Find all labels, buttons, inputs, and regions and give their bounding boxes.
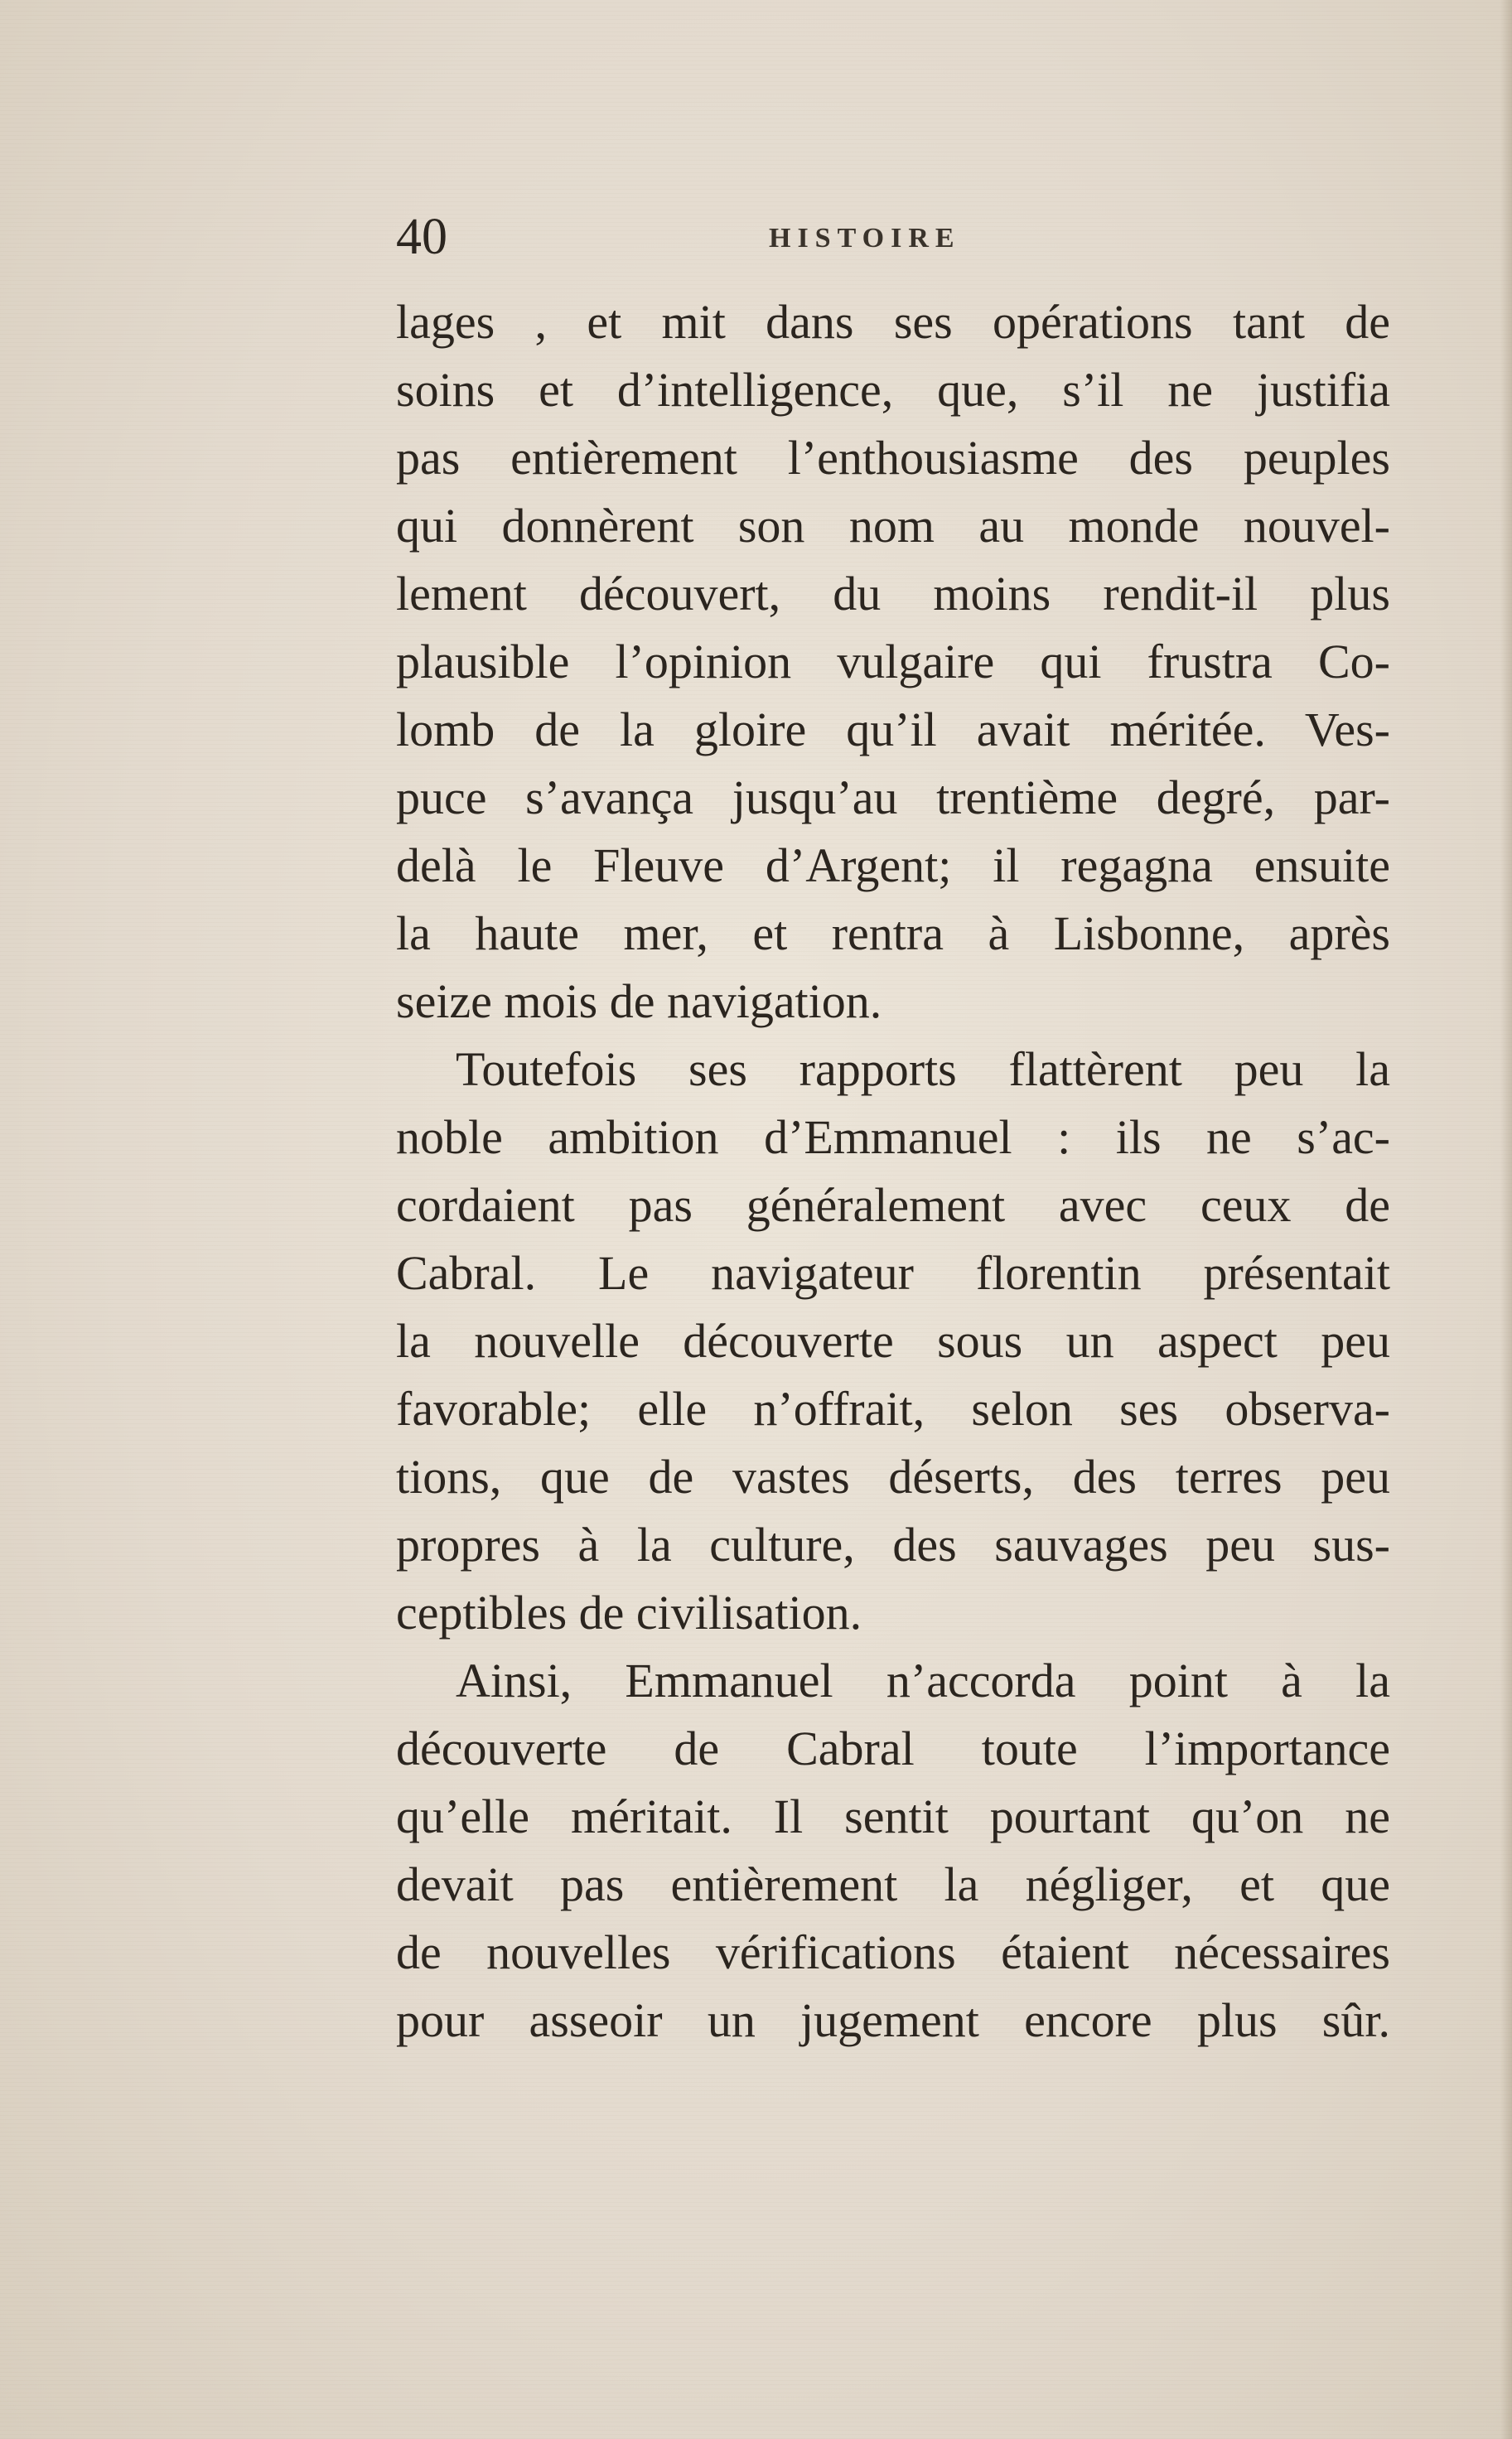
text-line: soins et d’intelligence, que, s’il ne justifia	[396, 363, 1390, 417]
text-line: lomb de la gloire qu’il avait méritée. Ves-	[396, 703, 1390, 756]
text-line: lages , et mit dans ses opérations tant de	[396, 295, 1390, 349]
text-line: ceptibles de civilisation.	[396, 1586, 862, 1640]
text-line: la haute mer, et rentra à Lisbonne, après	[396, 906, 1390, 960]
text-line: noble ambition d’Emmanuel : ils ne s’ac-	[396, 1110, 1390, 1164]
text-line: Toutefois ses rapports flattèrent peu la	[456, 1042, 1390, 1096]
text-line: qu’elle méritait. Il sentit pourtant qu’on ne	[396, 1789, 1390, 1843]
text-line: de nouvelles vérifications étaient nécessaires	[396, 1925, 1390, 1979]
text-line: devait pas entièrement la négliger, et que	[396, 1857, 1390, 1911]
text-line: cordaient pas généralement avec ceux de	[396, 1178, 1390, 1232]
text-line: favorable; elle n’offrait, selon ses observa-	[396, 1382, 1390, 1436]
text-line: découverte de Cabral toute l’importance	[396, 1722, 1390, 1775]
text-line: pas entièrement l’enthousiasme des peuples	[396, 431, 1390, 485]
page-edge-shadow	[1500, 0, 1512, 2439]
text-line: tions, que de vastes déserts, des terres peu	[396, 1450, 1390, 1504]
text-line: seize mois de navigation.	[396, 974, 882, 1028]
text-line: puce s’avança jusqu’au trentième degré, par-	[396, 770, 1390, 824]
page-header	[396, 204, 1390, 270]
page-number: 40	[396, 209, 447, 265]
body-text	[396, 288, 1390, 2055]
text-line: pour asseoir un jugement encore plus sûr.	[396, 1993, 1390, 2047]
text-line: Ainsi, Emmanuel n’accorda point à la	[456, 1654, 1390, 1707]
text-line: plausible l’opinion vulgaire qui frustra Co-	[396, 635, 1390, 688]
text-line: la nouvelle découverte sous un aspect peu	[396, 1314, 1390, 1368]
text-line: qui donnèrent son nom au monde nouvel-	[396, 499, 1390, 553]
text-line: Cabral. Le navigateur florentin présentait	[396, 1246, 1390, 1300]
text-line: delà le Fleuve d’Argent; il regagna ensuite	[396, 838, 1390, 892]
running-head: HISTOIRE	[769, 223, 961, 254]
text-line: propres à la culture, des sauvages peu sus-	[396, 1518, 1390, 1572]
text-line: lement découvert, du moins rendit-il plus	[396, 567, 1390, 621]
